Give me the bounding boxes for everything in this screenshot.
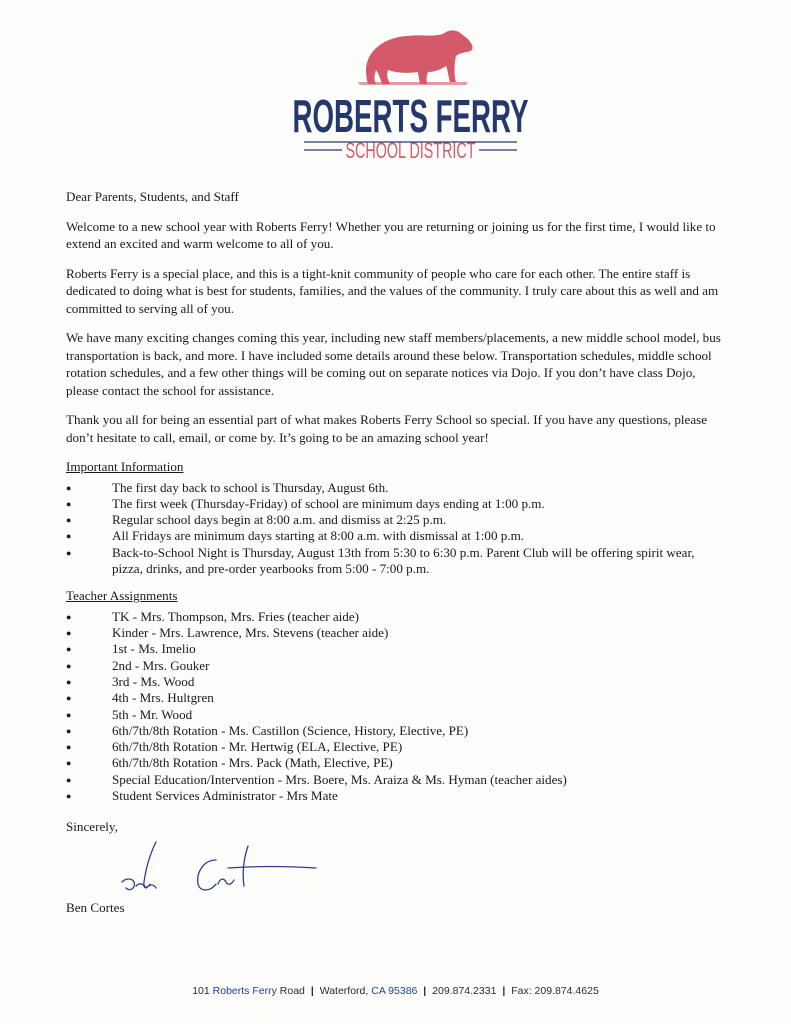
- footer-street-number: 101: [192, 985, 210, 997]
- footer-phone: 209.874.2331: [432, 985, 497, 997]
- important-information-list: [66, 480, 726, 578]
- list-item: ● 2nd - Mrs. Gouker: [66, 658, 726, 674]
- list-item: ● 6th/7th/8th Rotation - Mr. Hertwig (ELA, Elective, PE): [66, 739, 726, 755]
- list-item: ● 3rd - Ms. Wood: [66, 674, 726, 690]
- footer-city: Waterford,: [319, 985, 369, 997]
- list-item: ● Student Services Administrator - Mrs Mate: [66, 788, 726, 804]
- footer-street-name: Roberts Ferry: [212, 985, 277, 997]
- list-item: ● The first day back to school is Thursday, August 6th.: [66, 480, 726, 496]
- footer-zip: 95386: [388, 985, 418, 997]
- footer-address: [0, 985, 791, 997]
- list-item: ● All Fridays are minimum days starting at 8:00 a.m. with dismissal at 1:00 p.m.: [66, 528, 726, 544]
- signature: [116, 838, 321, 900]
- footer-fax-label: Fax:: [511, 985, 532, 997]
- list-item: ● TK - Mrs. Thompson, Mrs. Fries (teacher aide): [66, 609, 726, 625]
- teacher-assignments-list: [66, 609, 726, 805]
- list-item: ● 6th/7th/8th Rotation - Mrs. Pack (Math, Elective, PE): [66, 755, 726, 771]
- important-information-heading: Important Information: [66, 459, 184, 474]
- list-item: ● 4th - Mrs. Hultgren: [66, 690, 726, 706]
- list-item: ● Kinder - Mrs. Lawrence, Mrs. Stevens (teacher aide): [66, 625, 726, 641]
- district-subtitle: SCHOOL DISTRICT: [345, 138, 476, 163]
- list-item: ● 1st - Ms. Imelio: [66, 641, 726, 657]
- footer-fax: 209.874.4625: [534, 985, 599, 997]
- paragraph-welcome: Welcome to a new school year with Roberts Ferry! Whether you are returning or joining us for the first time, I would like to extend an excited and warm welcome to all of you.: [66, 218, 716, 251]
- salutation: Dear Parents, Students, and Staff: [66, 189, 239, 204]
- list-item: ● 6th/7th/8th Rotation - Ms. Castillon (Science, History, Elective, PE): [66, 723, 726, 739]
- list-item: ● Back-to-School Night is Thursday, August 13th from 5:30 to 6:30 p.m. Parent Club will be offering spirit wear, pizza, drinks, and pre-order yearbooks from 5:00 - 7:00 p.m.: [66, 545, 726, 578]
- list-item: ● 5th - Mr. Wood: [66, 707, 726, 723]
- list-item: ● Special Education/Intervention - Mrs. Boere, Ms. Araiza & Ms. Hyman (teacher aides): [66, 772, 726, 788]
- footer-street-suffix: Road: [279, 985, 305, 997]
- separator-icon: |: [502, 985, 506, 997]
- footer-state: CA: [371, 985, 386, 997]
- list-item: ● The first week (Thursday-Friday) of school are minimum days ending at 1:00 p.m.: [66, 496, 726, 512]
- signer-name: Ben Cortes: [66, 900, 125, 915]
- district-name: ROBERTS FERRY: [292, 90, 529, 142]
- separator-icon: |: [423, 985, 427, 997]
- paragraph-changes: We have many exciting changes coming this year, including new staff members/placements, a new middle school model, bus transportation is back, and more. I have included some details around these below. Transportation schedules, middle school rotation schedules, and a few other things will be coming out on separate notices via Dojo. If you don’t have class Dojo, please contact the school for assistance.: [66, 330, 721, 398]
- letter-body: [66, 188, 726, 836]
- paragraph-thanks: Thank you all for being an essential part of what makes Roberts Ferry School so special. If you have any questions, please don’t hesitate to call, email, or come by. It’s going to be an amazing school year!: [66, 412, 708, 445]
- district-logo: [288, 20, 533, 170]
- separator-icon: |: [310, 985, 314, 997]
- bear-logo-icon: [358, 30, 473, 85]
- paragraph-community: Roberts Ferry is a special place, and this is a tight-knit community of people who care for each other. The entire staff is dedicated to doing what is best for students, families, and the values of the community. I truly care about this as well and am committed to serving all of you.: [66, 265, 719, 316]
- list-item: ● Regular school days begin at 8:00 a.m. and dismiss at 2:25 p.m.: [66, 512, 726, 528]
- closing: Sincerely,: [66, 819, 118, 835]
- teacher-assignments-heading: Teacher Assignments: [66, 588, 178, 604]
